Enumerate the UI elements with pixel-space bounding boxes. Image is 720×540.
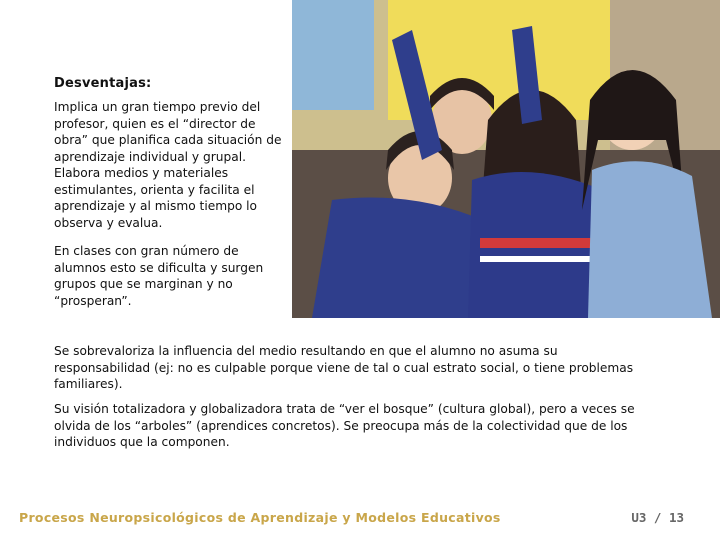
paragraph-global-vision: Su visión totalizadora y globalizadora trata de “ver el bosque” (cultura global), pero a veces se olvida de los “arboles” (aprendices concretos). Se preocupa más de la colectividad que de los individuos que la componen.: [54, 402, 635, 449]
paragraph-large-classes: En clases con gran número de alumnos esto se dificulta y surgen grupos que se marginan y no “prosperan”.: [54, 244, 264, 308]
classroom-photo: [292, 0, 720, 318]
wall-poster-blue: [292, 0, 374, 110]
paragraph-planning: Implica un gran tiempo previo del profesor, quien es el “director de obra” que planifica cada situación de aprendizaje individual y grupal. Elabora medios y materiales estimulantes, orienta y facilita el aprendizaje y al mismo tiempo lo observa y evalua.: [54, 100, 282, 230]
page-number: U3 / 13: [631, 510, 684, 525]
photo-illustration: [292, 0, 720, 318]
section-heading: Desventajas:: [54, 76, 152, 91]
footer-course-title: Procesos Neuropsicológicos de Aprendizaje y Modelos Educativos: [19, 510, 501, 525]
paragraph-environment: Se sobrevaloriza la influencia del medio resultando en que el alumno no asuma su responsabilidad (ej: no es culpable porque viene de tal o cual estrato social, o tiene problemas familiares).: [54, 344, 634, 391]
